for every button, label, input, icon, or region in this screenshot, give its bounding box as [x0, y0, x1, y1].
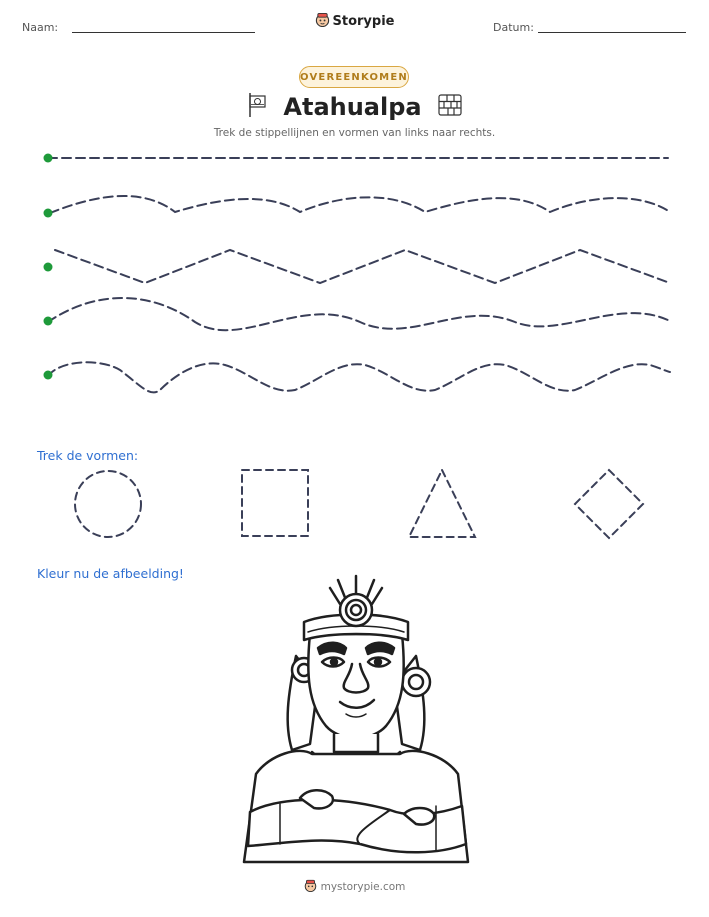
- footer: [0, 879, 709, 895]
- tracing-lines-area: [0, 0, 709, 420]
- shapes-area: [0, 460, 709, 550]
- tracing-line-wide-wave[interactable]: [48, 298, 672, 330]
- shapes-heading: Trek de vormen:: [37, 448, 139, 463]
- coloring-heading: Kleur nu de afbeelding!: [37, 566, 184, 581]
- brand-name: Storypie: [332, 14, 395, 29]
- start-dot: [44, 371, 53, 380]
- atahualpa-coloring-image[interactable]: [240, 574, 472, 864]
- tracing-line-zigzag[interactable]: [55, 250, 670, 283]
- storypie-logo-icon: [304, 879, 317, 895]
- name-label: Naam:: [22, 21, 59, 34]
- tracing-circle[interactable]: [75, 471, 141, 537]
- footer-url: mystorypie.com: [320, 881, 406, 893]
- page-title: Atahualpa: [283, 93, 422, 121]
- start-dot: [44, 154, 53, 163]
- start-dot: [44, 317, 53, 326]
- tracing-line-bumpy-wave[interactable]: [48, 362, 670, 392]
- start-dot: [44, 263, 53, 272]
- category-badge: OVEREENKOMEN: [299, 66, 409, 88]
- tracing-diamond[interactable]: [575, 470, 643, 538]
- tracing-triangle[interactable]: [409, 470, 475, 537]
- start-dot: [44, 209, 53, 218]
- date-label: Datum:: [493, 21, 534, 34]
- tracing-square[interactable]: [242, 470, 308, 536]
- tracing-line-gentle-wave[interactable]: [50, 196, 670, 213]
- instruction-text: Trek de stippellijnen en vormen van links naar rechts.: [213, 127, 496, 139]
